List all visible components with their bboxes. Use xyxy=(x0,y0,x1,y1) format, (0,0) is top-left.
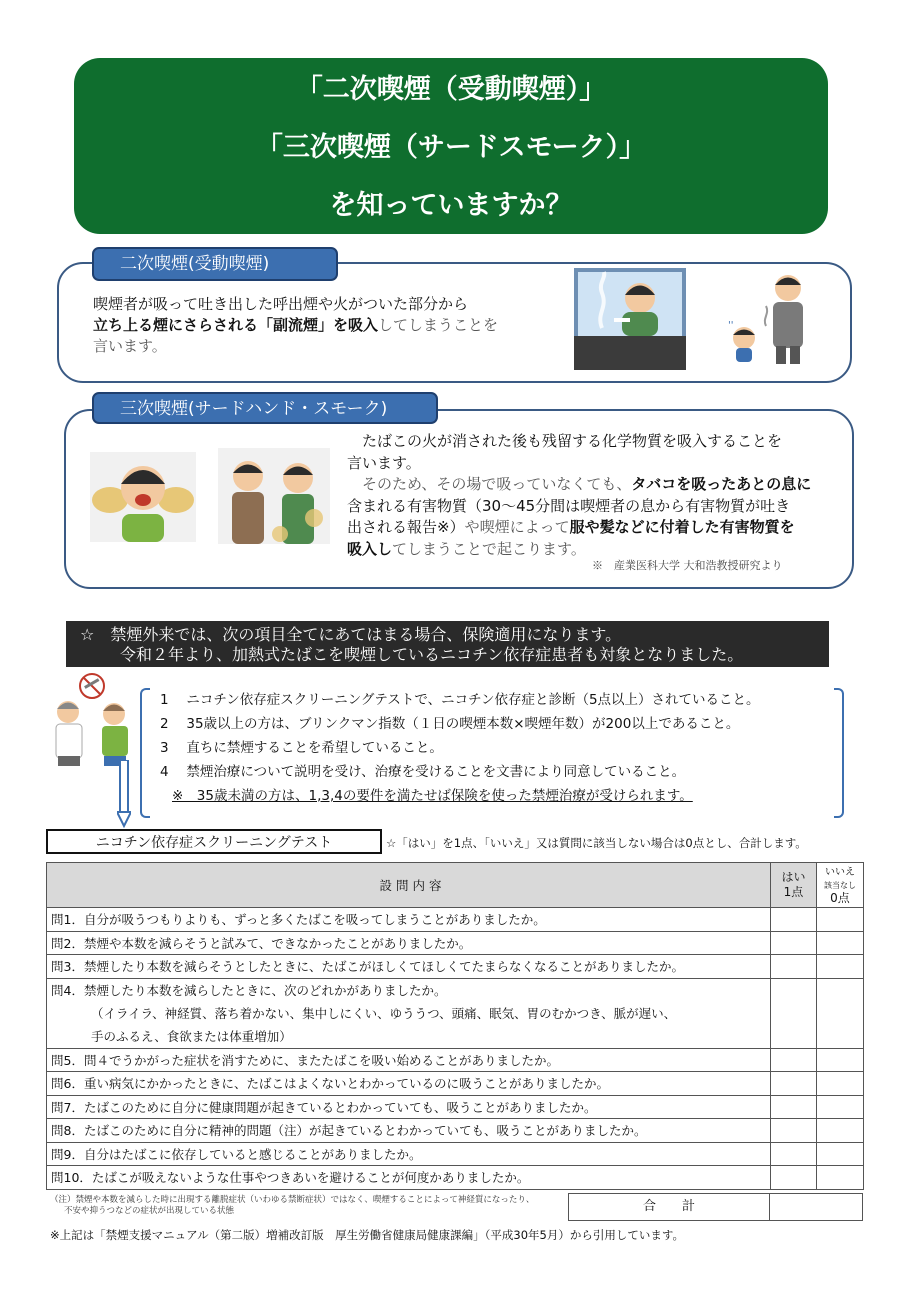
table-row xyxy=(47,955,864,979)
question-4-main: 問4．禁煙したり本数を減らしたときに、次のどれかがありましたか。 xyxy=(51,982,447,998)
total-value-cell[interactable] xyxy=(769,1193,863,1221)
answer-no-8[interactable] xyxy=(817,1119,864,1143)
question-2: 問2．禁煙や本数を減らそうと試みて、できなかったことがありましたか。 xyxy=(47,931,771,955)
third-hand-line-5b: や喫煙によって xyxy=(464,518,570,536)
third-hand-line-5a: 出される報告※） xyxy=(347,518,465,536)
second-hand-line-2-strong: 立ち上る煙にさらされる「副流煙」を吸入 xyxy=(93,316,379,334)
answer-yes-3[interactable] xyxy=(771,955,817,979)
second-hand-line-1: 喫煙者が吸って吐き出した呼出煙や火がついた部分から xyxy=(93,295,469,313)
second-hand-text xyxy=(93,294,563,357)
requirements-bracket-right xyxy=(834,688,844,818)
question-8: 問8．たばこのために自分に精神的問題（注）が起きているとわかっていても、吸うことがありましたか。 xyxy=(47,1119,771,1143)
third-hand-title: 三次喫煙(サードハンド・スモーク) xyxy=(92,392,438,424)
notice-line-1: ☆ 禁煙外来では、次の項目全てにあてはまる場合、保険適用になります。 xyxy=(80,625,622,644)
question-1: 問1．自分が吸うつもりよりも、ずっと多くたばこを吸ってしまうことがありましたか。 xyxy=(47,908,771,932)
table-row xyxy=(47,978,864,1048)
answer-yes-2[interactable] xyxy=(771,931,817,955)
answer-yes-4[interactable] xyxy=(771,978,817,1048)
question-3: 問3．禁煙したり本数を減らそうとしたときに、たばこがほしくてほしくてたまらなくなることがありましたか。 xyxy=(47,955,771,979)
second-hand-line-3: 言います。 xyxy=(93,337,167,355)
requirements-list xyxy=(160,688,830,808)
answer-yes-6[interactable] xyxy=(771,1072,817,1096)
table-row xyxy=(47,1166,864,1190)
header-yes xyxy=(771,863,817,908)
second-hand-title: 二次喫煙(受動喫煙) xyxy=(92,247,338,281)
svg-text:'': '' xyxy=(728,320,734,331)
question-4-symptoms-2: 手のふるえ、食欲または体重増加） xyxy=(91,1028,292,1044)
total-label: 合 計 xyxy=(568,1193,770,1221)
citation: ※上記は「禁煙支援マニュアル（第二版）増補改訂版 厚生労働省健康局健康課編」（平成30年5月）から引用しています。 xyxy=(50,1228,684,1242)
question-5: 問5．問４でうかがった症状を消すために、またたばこを吸い始めることがありましたか。 xyxy=(47,1048,771,1072)
header-banner xyxy=(74,58,828,234)
table-row xyxy=(47,1072,864,1096)
screening-instruction: ☆「はい」を1点、「いいえ」又は質問に該当しない場合は0点とし、合計します。 xyxy=(386,836,807,850)
bad-breath-illustration xyxy=(90,452,196,542)
answer-yes-1[interactable] xyxy=(771,908,817,932)
answer-yes-7[interactable] xyxy=(771,1095,817,1119)
third-hand-line-2: 言います。 xyxy=(347,453,421,472)
screening-test-title: ニコチン依存症スクリーニングテスト xyxy=(46,829,382,854)
footnote-line-1: （注）禁煙や本数を減らした時に出現する離脱症状（いわゆる禁断症状）ではなく、喫煙することによって神経質になったり、 xyxy=(50,1195,535,1205)
answer-no-7[interactable] xyxy=(817,1095,864,1119)
header-question: 設 問 内 容 xyxy=(47,863,771,908)
second-hand-line-2-rest: してしまうことを xyxy=(378,316,499,334)
banner-line-2: 「三次喫煙（サードスモーク）」 xyxy=(255,132,647,163)
banner-line-3: を知っていますか？ xyxy=(329,190,573,221)
requirement-note: ※ 35歳未満の方は、1,3,4の要件を満たせば保険を使った禁煙治療が受けられます。 xyxy=(172,788,693,804)
header-no xyxy=(817,863,864,908)
table-row xyxy=(47,1095,864,1119)
third-hand-line-3b: タバコを吸ったあとの息に xyxy=(631,475,812,493)
question-4 xyxy=(47,978,771,1048)
answer-no-1[interactable] xyxy=(817,908,864,932)
table-row xyxy=(47,931,864,955)
clothing-smell-illustration xyxy=(218,448,330,544)
answer-no-3[interactable] xyxy=(817,955,864,979)
third-hand-source: ※ 産業医科大学 大和浩教授研究より xyxy=(592,559,783,572)
answer-no-9[interactable] xyxy=(817,1142,864,1166)
footnote-line-2: 不安や抑うつなどの症状が出現している状態 xyxy=(64,1206,235,1216)
header-no-points: 0点 xyxy=(830,890,850,905)
answer-no-6[interactable] xyxy=(817,1072,864,1096)
child-exposure-illustration xyxy=(728,272,810,364)
answer-yes-5[interactable] xyxy=(771,1048,817,1072)
third-hand-line-1: たばこの火が消された後も残留する化学物質を吸入することを xyxy=(362,432,783,450)
header-no-label: いいえ xyxy=(825,866,855,878)
third-hand-line-3a: そのため、その場で吸っていなくても、 xyxy=(362,475,632,493)
arrow-down-icon xyxy=(117,760,131,808)
table-footnote xyxy=(50,1195,565,1217)
answer-yes-10[interactable] xyxy=(771,1166,817,1190)
answer-no-2[interactable] xyxy=(817,931,864,955)
third-hand-line-5c: 服や髪などに付着した有害物質を xyxy=(569,518,795,536)
requirement-3: 3 直ちに禁煙することを希望していること。 xyxy=(160,740,443,756)
third-hand-line-6a: 吸入し xyxy=(347,539,393,558)
answer-no-4[interactable] xyxy=(817,978,864,1048)
header-yes-label: はい xyxy=(781,870,806,884)
question-9: 問9．自分はたばこに依存していると感じることがありましたか。 xyxy=(47,1142,771,1166)
answer-yes-8[interactable] xyxy=(771,1119,817,1143)
question-6: 問6．重い病気にかかったときに、たばこはよくないとわかっているのに吸うことがありましたか。 xyxy=(47,1072,771,1096)
question-10: 問10．たばこが吸えないような仕事やつきあいを避けることが何度かありましたか。 xyxy=(47,1166,771,1190)
header-no-na: 該当なし xyxy=(824,880,856,890)
requirement-4: 4 禁煙治療について説明を受け、治療を受けることを文書により同意していること。 xyxy=(160,764,686,780)
insurance-notice-bar xyxy=(66,621,829,667)
table-row xyxy=(47,1119,864,1143)
answer-no-10[interactable] xyxy=(817,1166,864,1190)
requirement-2: 2 35歳以上の方は、ブリンクマン指数（１日の喫煙本数×喫煙年数）が200以上であること。 xyxy=(160,716,740,732)
table-row xyxy=(47,908,864,932)
answer-no-5[interactable] xyxy=(817,1048,864,1072)
requirements-bracket-left xyxy=(140,688,150,818)
header-yes-points: 1点 xyxy=(783,885,804,899)
notice-line-2: 令和２年より、加熱式たばこを喫煙しているニコチン依存症患者も対象となりました。 xyxy=(120,645,744,664)
third-hand-text xyxy=(347,431,847,560)
third-hand-line-6b: てしまうことで起こります。 xyxy=(392,539,586,558)
question-7: 問7．たばこのために自分に健康問題が起きているとわかっていても、吸うことがありましたか。 xyxy=(47,1095,771,1119)
doctor-consultation-illustration xyxy=(48,672,138,768)
third-hand-line-4: 含まれる有害物質（30～45分間は喫煙者の息から有害物質が吐き xyxy=(347,496,791,515)
smoker-room-illustration xyxy=(574,268,686,370)
table-header-row xyxy=(47,863,864,908)
question-4-symptoms-1: （イライラ、神経質、落ち着かない、集中しにくい、ゆううつ、頭痛、眠気、胃のむかつき、脈が遅い、 xyxy=(91,1005,677,1021)
requirement-1: 1 ニコチン依存症スクリーニングテストで、ニコチン依存症と診断（5点以上）されていること。 xyxy=(160,692,760,708)
banner-line-1: 「二次喫煙（受動喫煙）」 xyxy=(295,74,607,105)
screening-table xyxy=(46,862,864,1190)
table-row xyxy=(47,1142,864,1166)
table-row xyxy=(47,1048,864,1072)
answer-yes-9[interactable] xyxy=(771,1142,817,1166)
